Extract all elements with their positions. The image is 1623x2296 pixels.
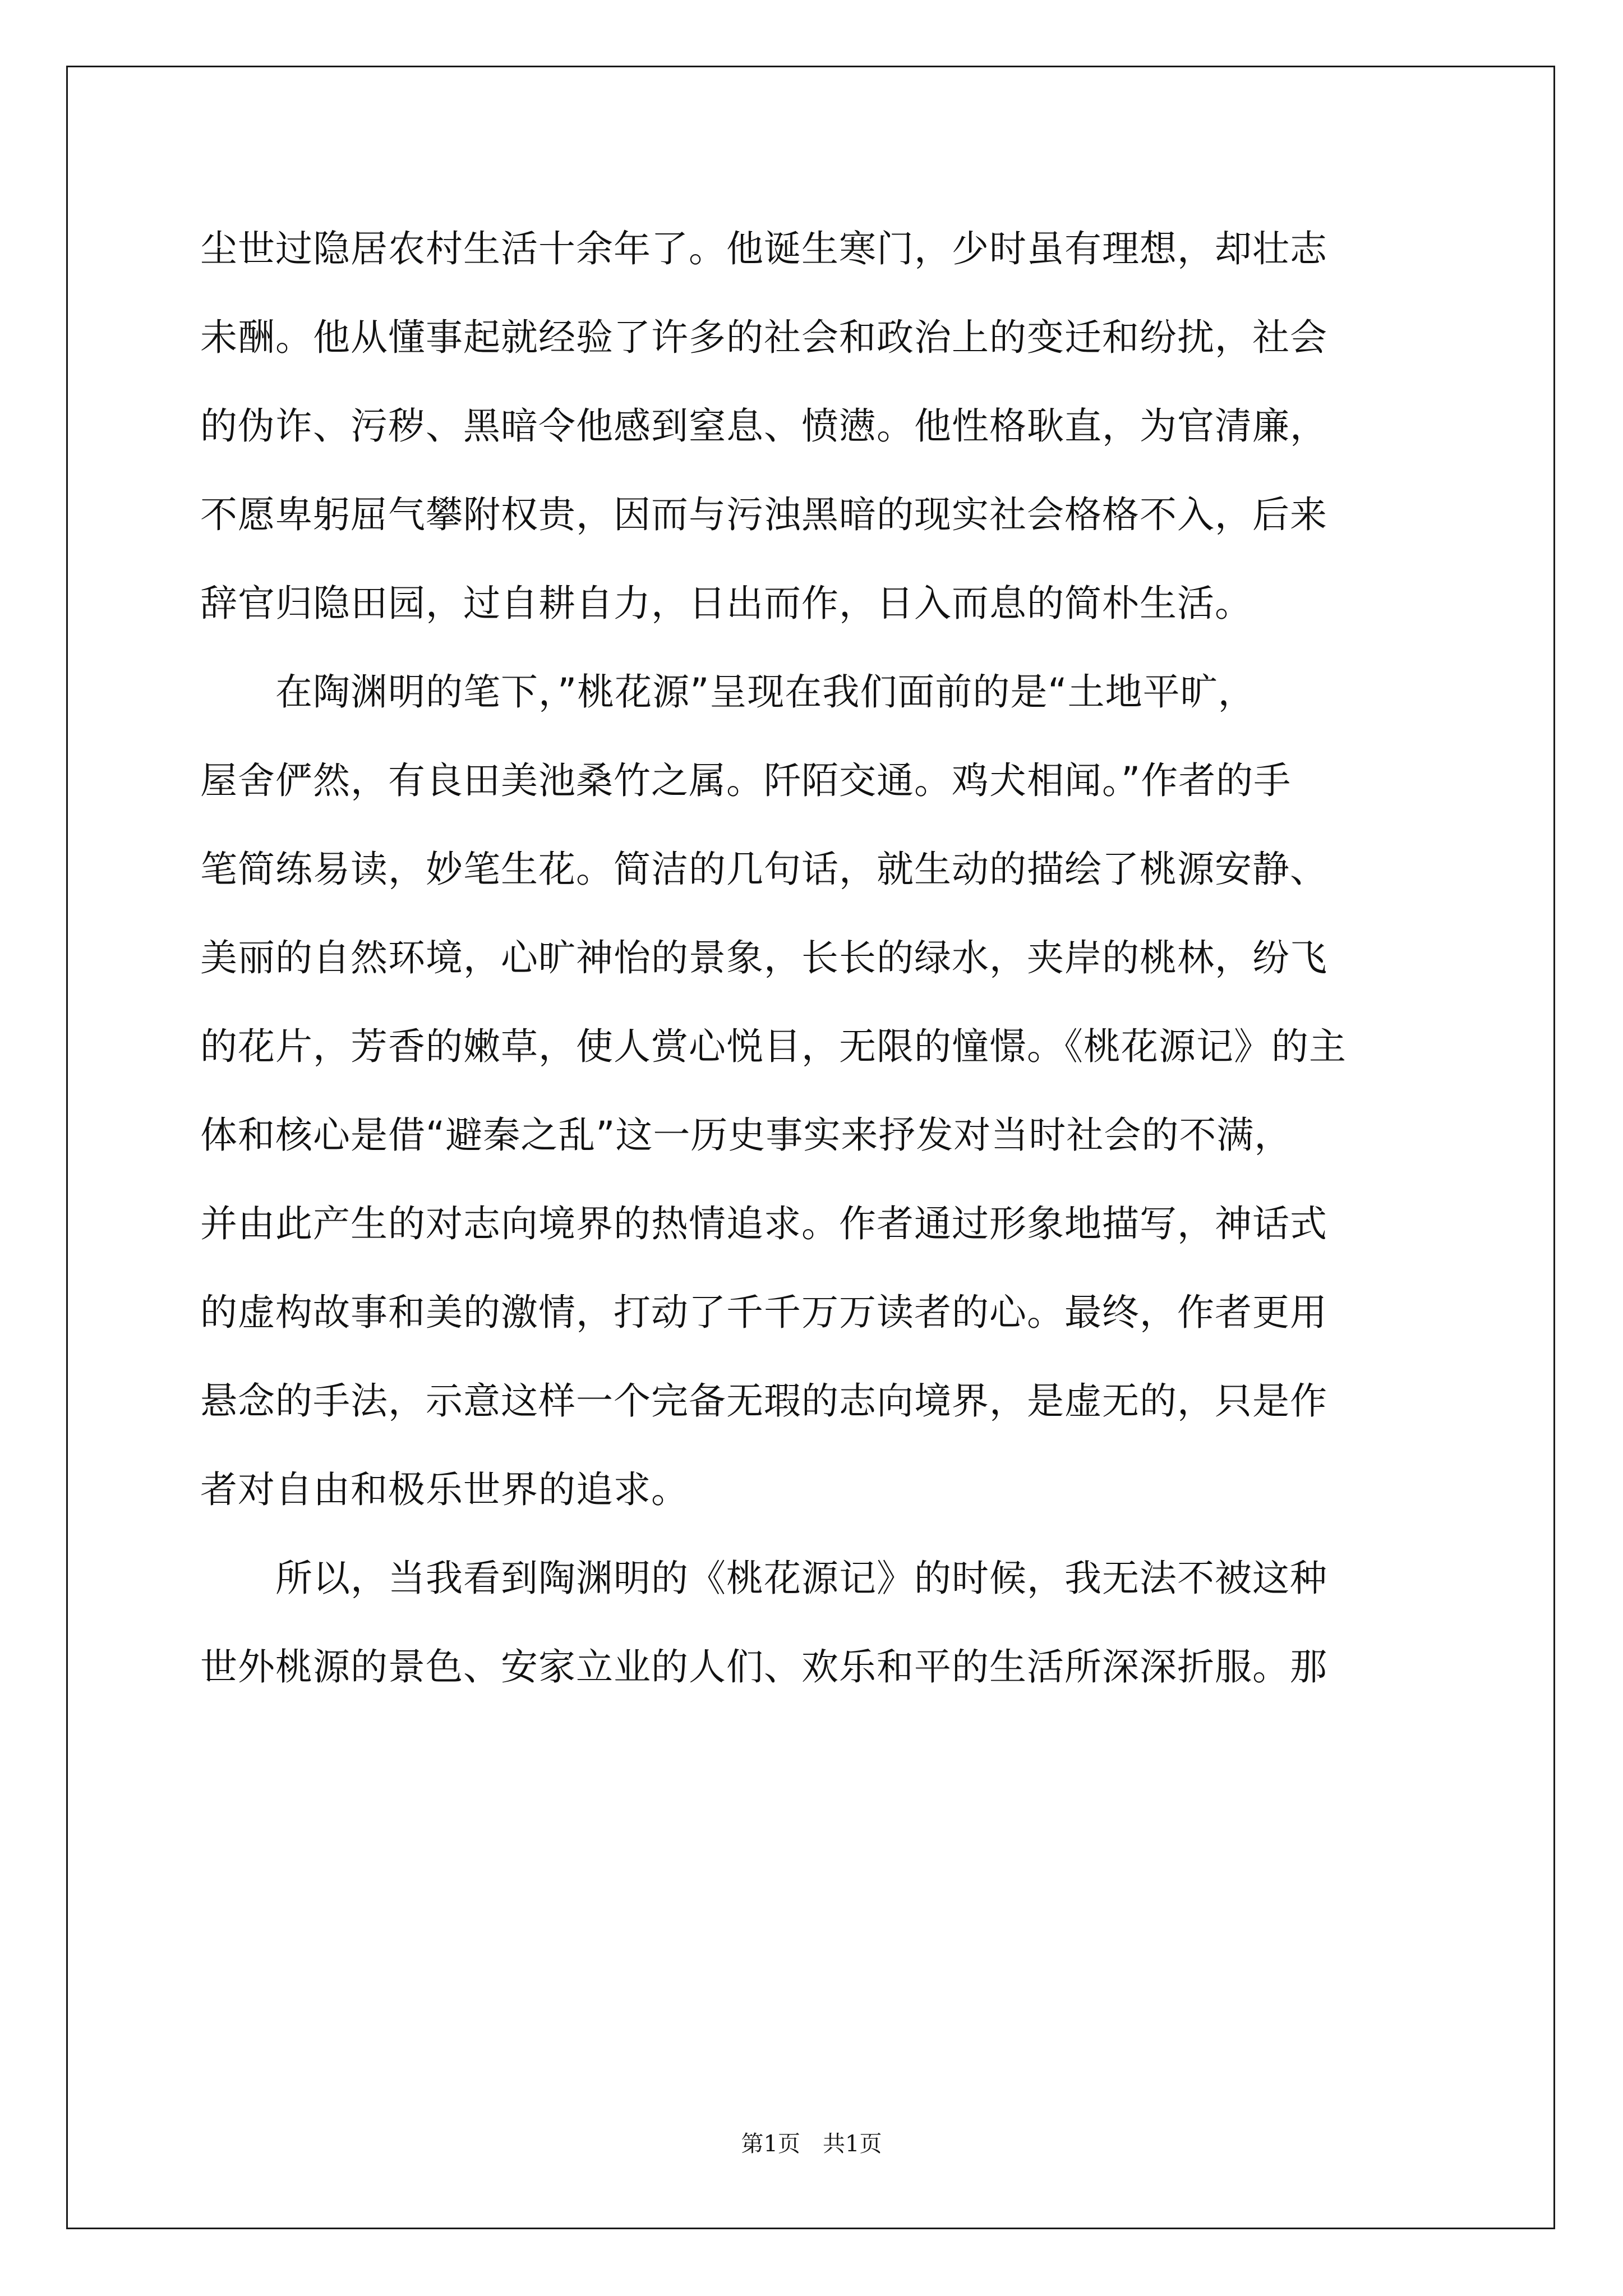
text-line: 并由此产生的对志向境界的热情追求。作者通过形象地描写，神话式 <box>200 1202 1327 1245</box>
text-line: 世外桃源的景色、安家立业的人们、欢乐和平的生活所深深折服。那 <box>200 1645 1327 1688</box>
text-line: 悬念的手法，示意这样一个完备无瑕的志向境界，是虚无的，只是作 <box>200 1379 1327 1423</box>
page-number-footer: 第1页 共1页 <box>741 2131 882 2157</box>
text-line: 的伪诈、污秽、黑暗令他感到窒息、愤懑。他性格耿直，为官清廉， <box>200 404 1327 448</box>
text-line: 未酬。他从懂事起就经验了许多的社会和政治上的变迁和纷扰，社会 <box>200 316 1327 359</box>
text-line: 美丽的自然环境，心旷神怡的景象，长长的绿水，夹岸的桃林，纷飞 <box>200 936 1327 979</box>
text-line: 所以，当我看到陶渊明的《桃花源记》的时候，我无法不被这种 <box>200 1557 1327 1600</box>
text-line: 体和核心是借“避秦之乱”这一历史事实来抒发对当时社会的不满， <box>200 1114 1292 1157</box>
text-line: 的花片，芳香的嫩草，使人赏心悦目，无限的憧憬。《桃花源记》的主 <box>200 1025 1347 1068</box>
text-line: 辞官归隐田园，过自耕自力，日出而作，日入而息的简朴生活。 <box>200 582 1252 625</box>
document-body <box>200 205 1423 1711</box>
text-line: 者对自由和极乐世界的追求。 <box>200 1468 689 1511</box>
text-line: 不愿卑躬屈气攀附权贵，因而与污浊黑暗的现实社会格格不入，后来 <box>200 493 1327 536</box>
text-line: 在陶渊明的笔下，”桃花源”呈现在我们面前的是“土地平旷， <box>200 670 1256 714</box>
text-line: 屋舍俨然，有良田美池桑竹之属。阡陌交通。鸡犬相闻。”作者的手 <box>200 759 1292 802</box>
text-line: 尘世过隐居农村生活十余年了。他诞生寒门，少时虽有理想，却壮志 <box>200 227 1327 270</box>
text-line: 的虚构故事和美的激情，打动了千千万万读者的心。最终，作者更用 <box>200 1291 1327 1334</box>
text-line: 笔简练易读，妙笔生花。简洁的几句话，就生动的描绘了桃源安静、 <box>200 848 1327 891</box>
